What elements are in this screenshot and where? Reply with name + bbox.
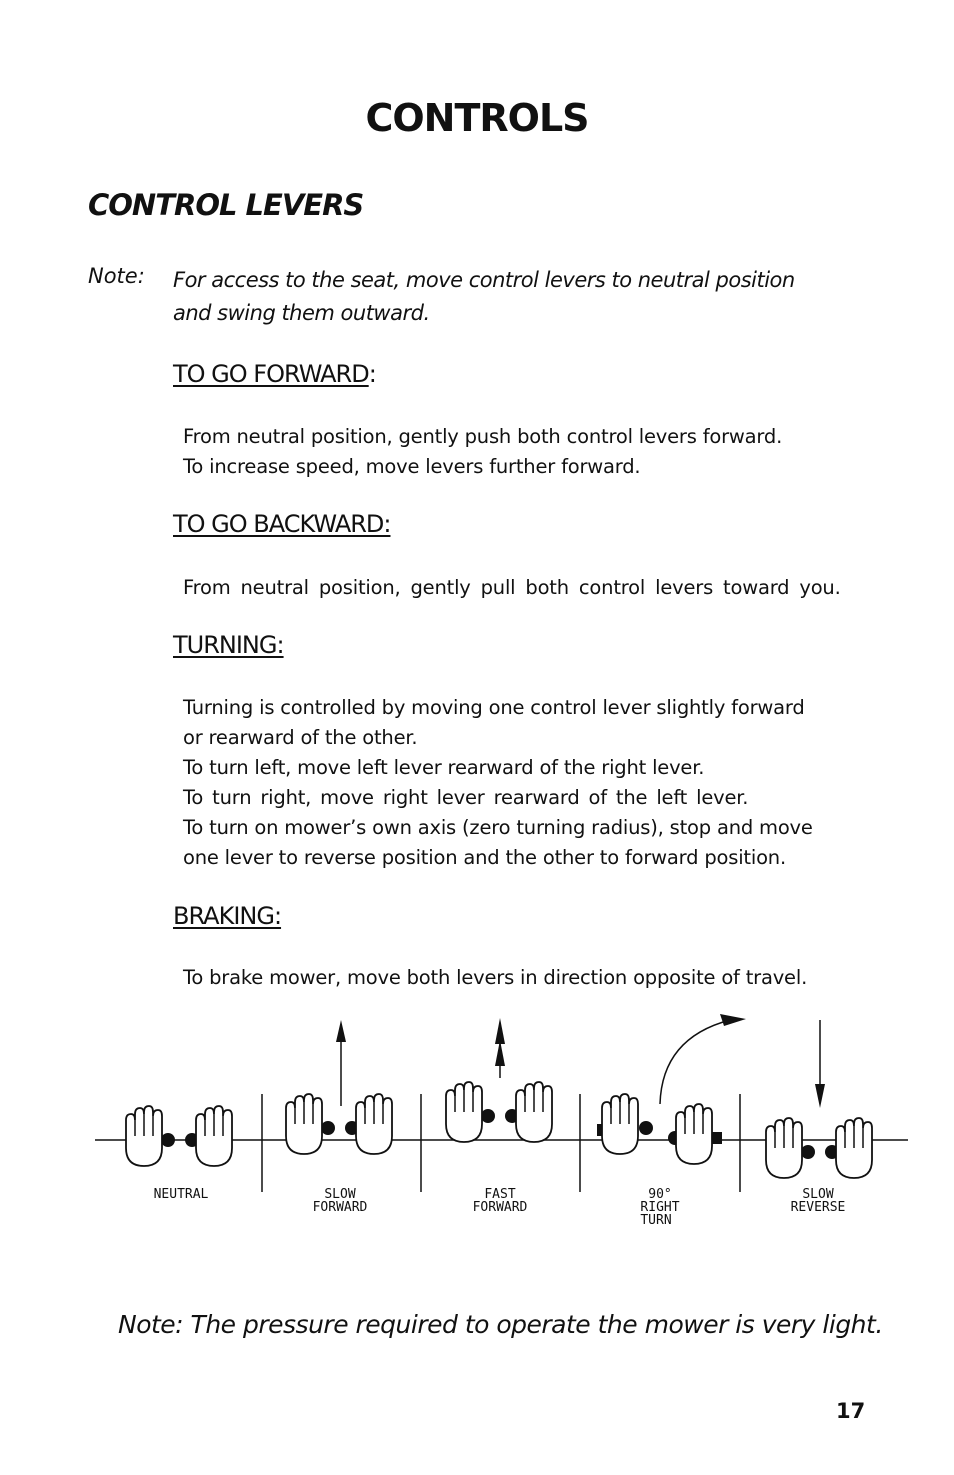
label-slow-reverse-1: SLOW <box>802 1187 834 1202</box>
heading-backward-text: TO GO BACKWARD: <box>173 510 391 538</box>
paragraph-forward <box>183 422 782 482</box>
paragraph-line: To brake mower, move both levers in direction opposite of travel. <box>183 966 808 989</box>
label-fast-forward-1: FAST <box>484 1187 516 1202</box>
label-right-turn-3: TURN <box>640 1213 672 1228</box>
label-slow-forward-1: SLOW <box>324 1187 356 1202</box>
label-right-turn-2: RIGHT <box>640 1200 680 1215</box>
paragraph-turning <box>183 693 813 873</box>
lever-slow-reverse <box>766 1118 872 1178</box>
lever-fast-forward <box>446 1082 552 1142</box>
heading-braking <box>173 902 281 930</box>
section-title: CONTROL LEVERS <box>88 188 364 222</box>
label-slow-reverse-2: REVERSE <box>790 1200 846 1215</box>
note-line: and swing them outward. <box>173 301 430 325</box>
note-label: Note: <box>88 264 145 288</box>
label-neutral: NEUTRAL <box>153 1187 209 1202</box>
label-slow-forward-2: FORWARD <box>312 1200 368 1215</box>
paragraph-line: From neutral position, gently push both control levers forward. <box>183 425 783 448</box>
paragraph-line: From neutral position, gently pull both control levers toward you. <box>183 576 841 599</box>
paragraph-line: one lever to reverse position and the other to forward position. <box>183 846 786 869</box>
heading-braking-text: BRAKING: <box>173 902 282 930</box>
lever-slow-forward <box>286 1094 392 1154</box>
label-right-turn-1: 90° <box>648 1187 672 1202</box>
footer-note: Note: The pressure required to operate the mower is very light. <box>118 1310 883 1339</box>
paragraph-braking <box>183 963 807 993</box>
control-lever-diagram <box>90 1010 910 1240</box>
paragraph-backward <box>183 573 841 603</box>
paragraph-line: or rearward of the other. <box>183 726 418 749</box>
heading-forward <box>173 360 376 388</box>
note-line: For access to the seat, move control levers to neutral position <box>173 268 795 292</box>
paragraph-line: To turn right, move right lever rearward of the left lever. <box>183 786 749 809</box>
lever-right-turn <box>597 1094 722 1164</box>
heading-turning <box>173 631 284 659</box>
heading-backward <box>173 510 390 538</box>
label-fast-forward-2: FORWARD <box>472 1200 528 1215</box>
heading-forward-colon: : <box>368 360 376 388</box>
paragraph-line: To turn left, move left lever rearward of the right lever. <box>183 756 705 779</box>
paragraph-line: To increase speed, move levers further forward. <box>183 455 641 478</box>
page-title: CONTROLS <box>365 96 589 140</box>
page-number: 17 <box>836 1399 866 1423</box>
paragraph-line: To turn on mower’s own axis (zero turning radius), stop and move <box>183 816 813 839</box>
heading-turning-text: TURNING: <box>173 631 284 659</box>
heading-forward-text: TO GO FORWARD <box>173 360 369 388</box>
lever-neutral <box>126 1106 232 1166</box>
paragraph-line: Turning is controlled by moving one control lever slightly forward <box>183 696 805 719</box>
note-text <box>173 264 795 330</box>
